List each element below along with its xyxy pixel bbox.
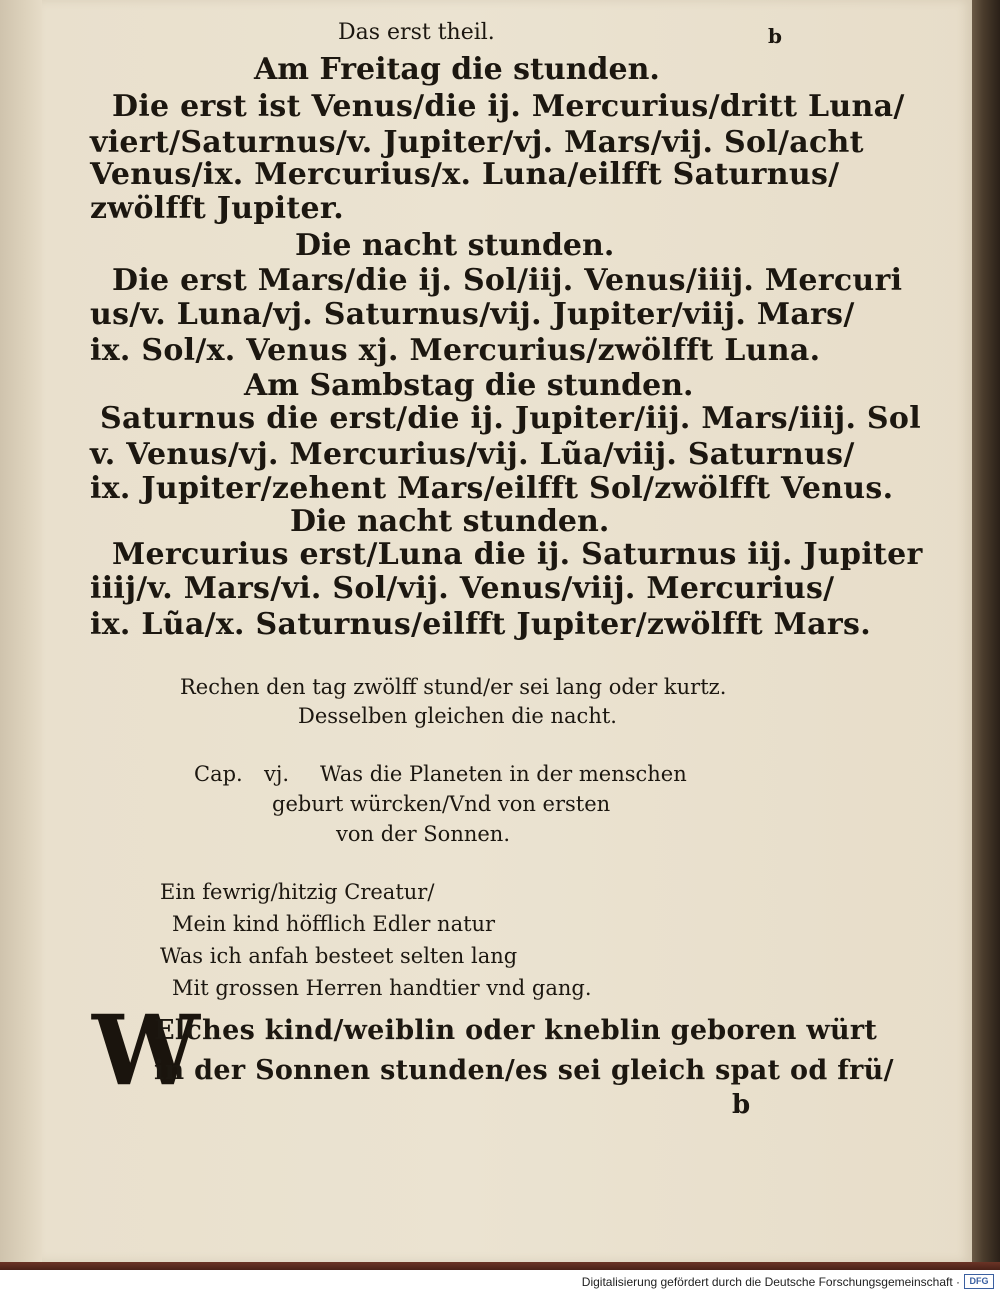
saturday-line-1: Saturnus die erst/die ij. Jupiter/iij. Mars/iiij. Sol — [100, 401, 921, 436]
friday-night-line-1: Die erst Mars/die ij. Sol/iij. Venus/iiij. Mercuri — [112, 263, 903, 298]
note-line-2: Desselben gleichen die nacht. — [298, 704, 617, 728]
verse-line-3: Was ich anfah besteet selten lang — [160, 944, 518, 968]
saturday-night-line-1: Mercurius erst/Luna die ij. Saturnus iij. Jupiter — [112, 537, 923, 572]
chapter-title-line-2: geburt würcken/Vnd von ersten — [272, 792, 611, 816]
page-left-edge — [0, 0, 42, 1268]
paragraph-line-2: in der Sonnen stunden/es sei gleich spat od frü/ — [154, 1055, 894, 1086]
chapter-title-line-1: Was die Planeten in der menschen — [320, 762, 687, 786]
saturday-heading: Am Sambstag die stunden. — [244, 368, 694, 403]
friday-night-line-3: ix. Sol/x. Venus xj. Mercurius/zwölfft Luna. — [90, 333, 821, 368]
footer-credit: Digitalisierung gefördert durch die Deutsche Forschungsgemeinschaft · — [581, 1275, 960, 1289]
verse-line-2: Mein kind höfflich Edler natur — [172, 912, 496, 936]
saturday-line-2: v. Venus/vj. Mercurius/vij. Lũa/viij. Saturnus/ — [90, 437, 855, 472]
verse-line-1: Ein fewrig/hitzig Creatur/ — [160, 880, 435, 904]
drop-cap-initial: W — [92, 994, 200, 1107]
chapter-label: Cap. — [194, 762, 243, 786]
saturday-night-heading: Die nacht stunden. — [290, 504, 610, 539]
saturday-night-line-3: ix. Lũa/x. Saturnus/eilfft Jupiter/zwölfft Mars. — [90, 607, 871, 642]
chapter-title-line-3: von der Sonnen. — [336, 822, 510, 846]
verse-line-4: Mit grossen Herren handtier vnd gang. — [172, 976, 592, 1000]
book-page — [42, 0, 973, 1262]
folio-mark: b — [768, 24, 782, 48]
friday-night-heading: Die nacht stunden. — [295, 228, 615, 263]
signature-mark: b — [732, 1090, 751, 1120]
saturday-night-line-2: iiij/v. Mars/vi. Sol/vij. Venus/viij. Mercurius/ — [90, 571, 835, 606]
note-line-1: Rechen den tag zwölff stund/er sei lang oder kurtz. — [180, 675, 727, 699]
book-spine-shadow — [972, 0, 1000, 1268]
friday-line-1: Die erst ist Venus/die ij. Mercurius/dritt Luna/ — [112, 89, 905, 124]
dfg-logo: DFG — [964, 1274, 994, 1289]
running-head: Das erst theil. — [338, 20, 495, 45]
digitization-footer — [0, 1270, 1000, 1292]
saturday-line-3: ix. Jupiter/zehent Mars/eilfft Sol/zwölfft Venus. — [90, 471, 894, 506]
chapter-number: vj. — [264, 762, 290, 786]
friday-heading: Am Freitag die stunden. — [254, 52, 660, 87]
paragraph-line-1: Elches kind/weiblin oder kneblin geboren würt — [154, 1015, 878, 1046]
friday-line-2: viert/Saturnus/v. Jupiter/vj. Mars/vij. Sol/acht — [90, 125, 864, 160]
book-cover-edge — [0, 1262, 1000, 1270]
friday-night-line-2: us/v. Luna/vj. Saturnus/vij. Jupiter/viij. Mars/ — [90, 297, 855, 332]
friday-line-4: zwölfft Jupiter. — [90, 191, 344, 226]
friday-line-3: Venus/ix. Mercurius/x. Luna/eilfft Saturnus/ — [90, 157, 840, 192]
